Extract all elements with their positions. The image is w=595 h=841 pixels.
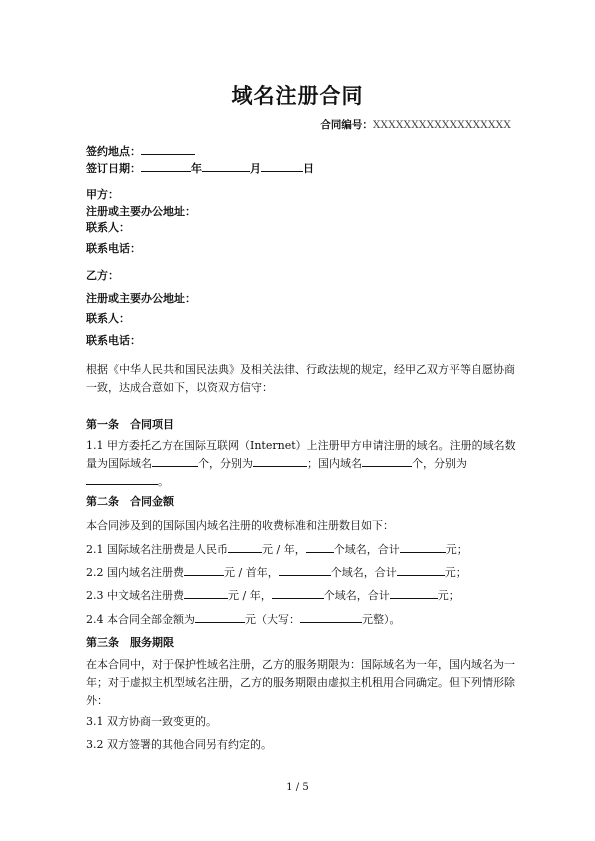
fee-cn-total-blank xyxy=(397,564,445,576)
sign-day-label: 日 xyxy=(303,162,314,175)
fee-cn-text-d: 元； xyxy=(444,566,467,579)
party-a-name: 甲方： xyxy=(86,188,119,201)
cn-domain-names-blank xyxy=(86,473,158,485)
article1-text-e: 。 xyxy=(158,475,169,488)
sign-place-label: 签约地点： xyxy=(86,145,141,158)
article1-text-b: 个，分别为 xyxy=(198,457,253,470)
sign-month-blank xyxy=(202,160,250,172)
cn-domain-count-blank xyxy=(362,455,412,467)
sign-month-label: 月 xyxy=(250,162,261,175)
party-a-contact: 联系人： xyxy=(86,221,130,234)
fee-cn-text-c: 个域名，合计 xyxy=(330,566,397,579)
fee-cn-text-a: 2.2 国内域名注册费 xyxy=(86,566,184,579)
article1-clause xyxy=(86,437,516,491)
fee-zh-text-a: 2.3 中文域名注册费 xyxy=(86,589,184,602)
fee-zh-text-c: 个域名，合计 xyxy=(323,589,390,602)
fee-intl-text-a: 2.1 国际域名注册费是人民币 xyxy=(86,543,228,556)
party-a-phone: 联系电话： xyxy=(86,242,141,255)
fee-intl-count-blank xyxy=(306,541,334,553)
sign-year-label: 年 xyxy=(191,162,202,175)
article3-item-1: 3.1 双方协商一致变更的。 xyxy=(86,715,217,728)
fee-total-text-a: 2.4 本合同全部金额为 xyxy=(86,613,195,626)
fee-cn-text-b: 元 / 首年， xyxy=(224,566,279,579)
fee-zh-text-d: 元； xyxy=(437,589,460,602)
article3-item-2: 3.2 双方签署的其他合同另有约定的。 xyxy=(86,738,272,751)
fee-zh-text-b: 元 / 年， xyxy=(228,589,272,602)
fee-zh-price-blank xyxy=(184,587,228,599)
fee-zh-total-blank xyxy=(390,587,438,599)
fee-cn-price-blank xyxy=(184,564,224,576)
intl-domain-names-blank xyxy=(253,455,307,467)
fee-total-text-b: 元（大写： xyxy=(245,613,300,626)
fee-total-text-c: 元整）。 xyxy=(362,613,401,626)
fee-zh-count-blank xyxy=(272,587,324,599)
fee-intl-text-d: 元； xyxy=(445,543,468,556)
intl-domain-count-blank xyxy=(152,455,198,467)
party-b-name: 乙方： xyxy=(86,269,119,282)
sign-date-line xyxy=(86,160,314,176)
fee-line-intl xyxy=(86,541,468,557)
article2-heading: 第二条 合同金额 xyxy=(86,495,174,508)
contract-number-value: XXXXXXXXXXXXXXXXXX xyxy=(372,119,511,131)
party-b-phone: 联系电话： xyxy=(86,334,141,347)
fee-intl-total-blank xyxy=(400,541,446,553)
sign-day-blank xyxy=(261,160,303,172)
sign-place-blank xyxy=(141,143,195,155)
party-b-address: 注册或主要办公地址： xyxy=(86,292,196,305)
article1-text-c: ；国内域名 xyxy=(307,457,362,470)
contract-number xyxy=(320,117,511,132)
page-number: 1 / 5 xyxy=(286,782,309,793)
article3-paragraph: 在本合同中，对于保护性域名注册，乙方的服务期限为：国际域名为一年，国内域名为一年；对于虚拟主机型域名注册，乙方的服务期限由虚拟主机租用合同确定。但下列情形除外： xyxy=(86,658,515,707)
article2-intro: 本合同涉及到的国际国内域名注册的收费标准和注册数目如下： xyxy=(86,519,394,532)
intro-paragraph: 根据《中华人民共和国民法典》及相关法律、行政法规的规定，经甲乙双方平等自愿协商一致，达成合意如下，以资双方信守： xyxy=(86,363,515,394)
sign-date-label: 签订日期： xyxy=(86,162,141,175)
party-a-address: 注册或主要办公地址： xyxy=(86,205,196,218)
article3-heading: 第三条 服务期限 xyxy=(86,636,174,649)
fee-line-chinese xyxy=(86,587,460,603)
sign-place-line xyxy=(86,143,195,159)
fee-cn-count-blank xyxy=(279,564,331,576)
contract-number-label: 合同编号： xyxy=(320,119,373,131)
fee-total-uppercase-blank xyxy=(300,611,362,623)
document-title: 域名注册合同 xyxy=(231,84,364,108)
fee-line-total xyxy=(86,611,401,627)
article1-text-a: 1.1 甲方委托乙方在国际互联网（Internet）上注册甲方申请注册的域名。注册的域名数量为国际域名 xyxy=(86,439,516,470)
article1-heading: 第一条 合同项目 xyxy=(86,418,174,431)
party-b-contact: 联系人： xyxy=(86,312,130,325)
fee-total-amount-blank xyxy=(195,611,245,623)
fee-line-cn xyxy=(86,564,467,580)
fee-intl-text-c: 个域名，合计 xyxy=(333,543,400,556)
sign-year-blank xyxy=(141,160,191,172)
fee-intl-price-blank xyxy=(228,541,262,553)
fee-intl-text-b: 元 / 年， xyxy=(262,543,306,556)
article1-text-d: 个，分别为 xyxy=(412,457,467,470)
